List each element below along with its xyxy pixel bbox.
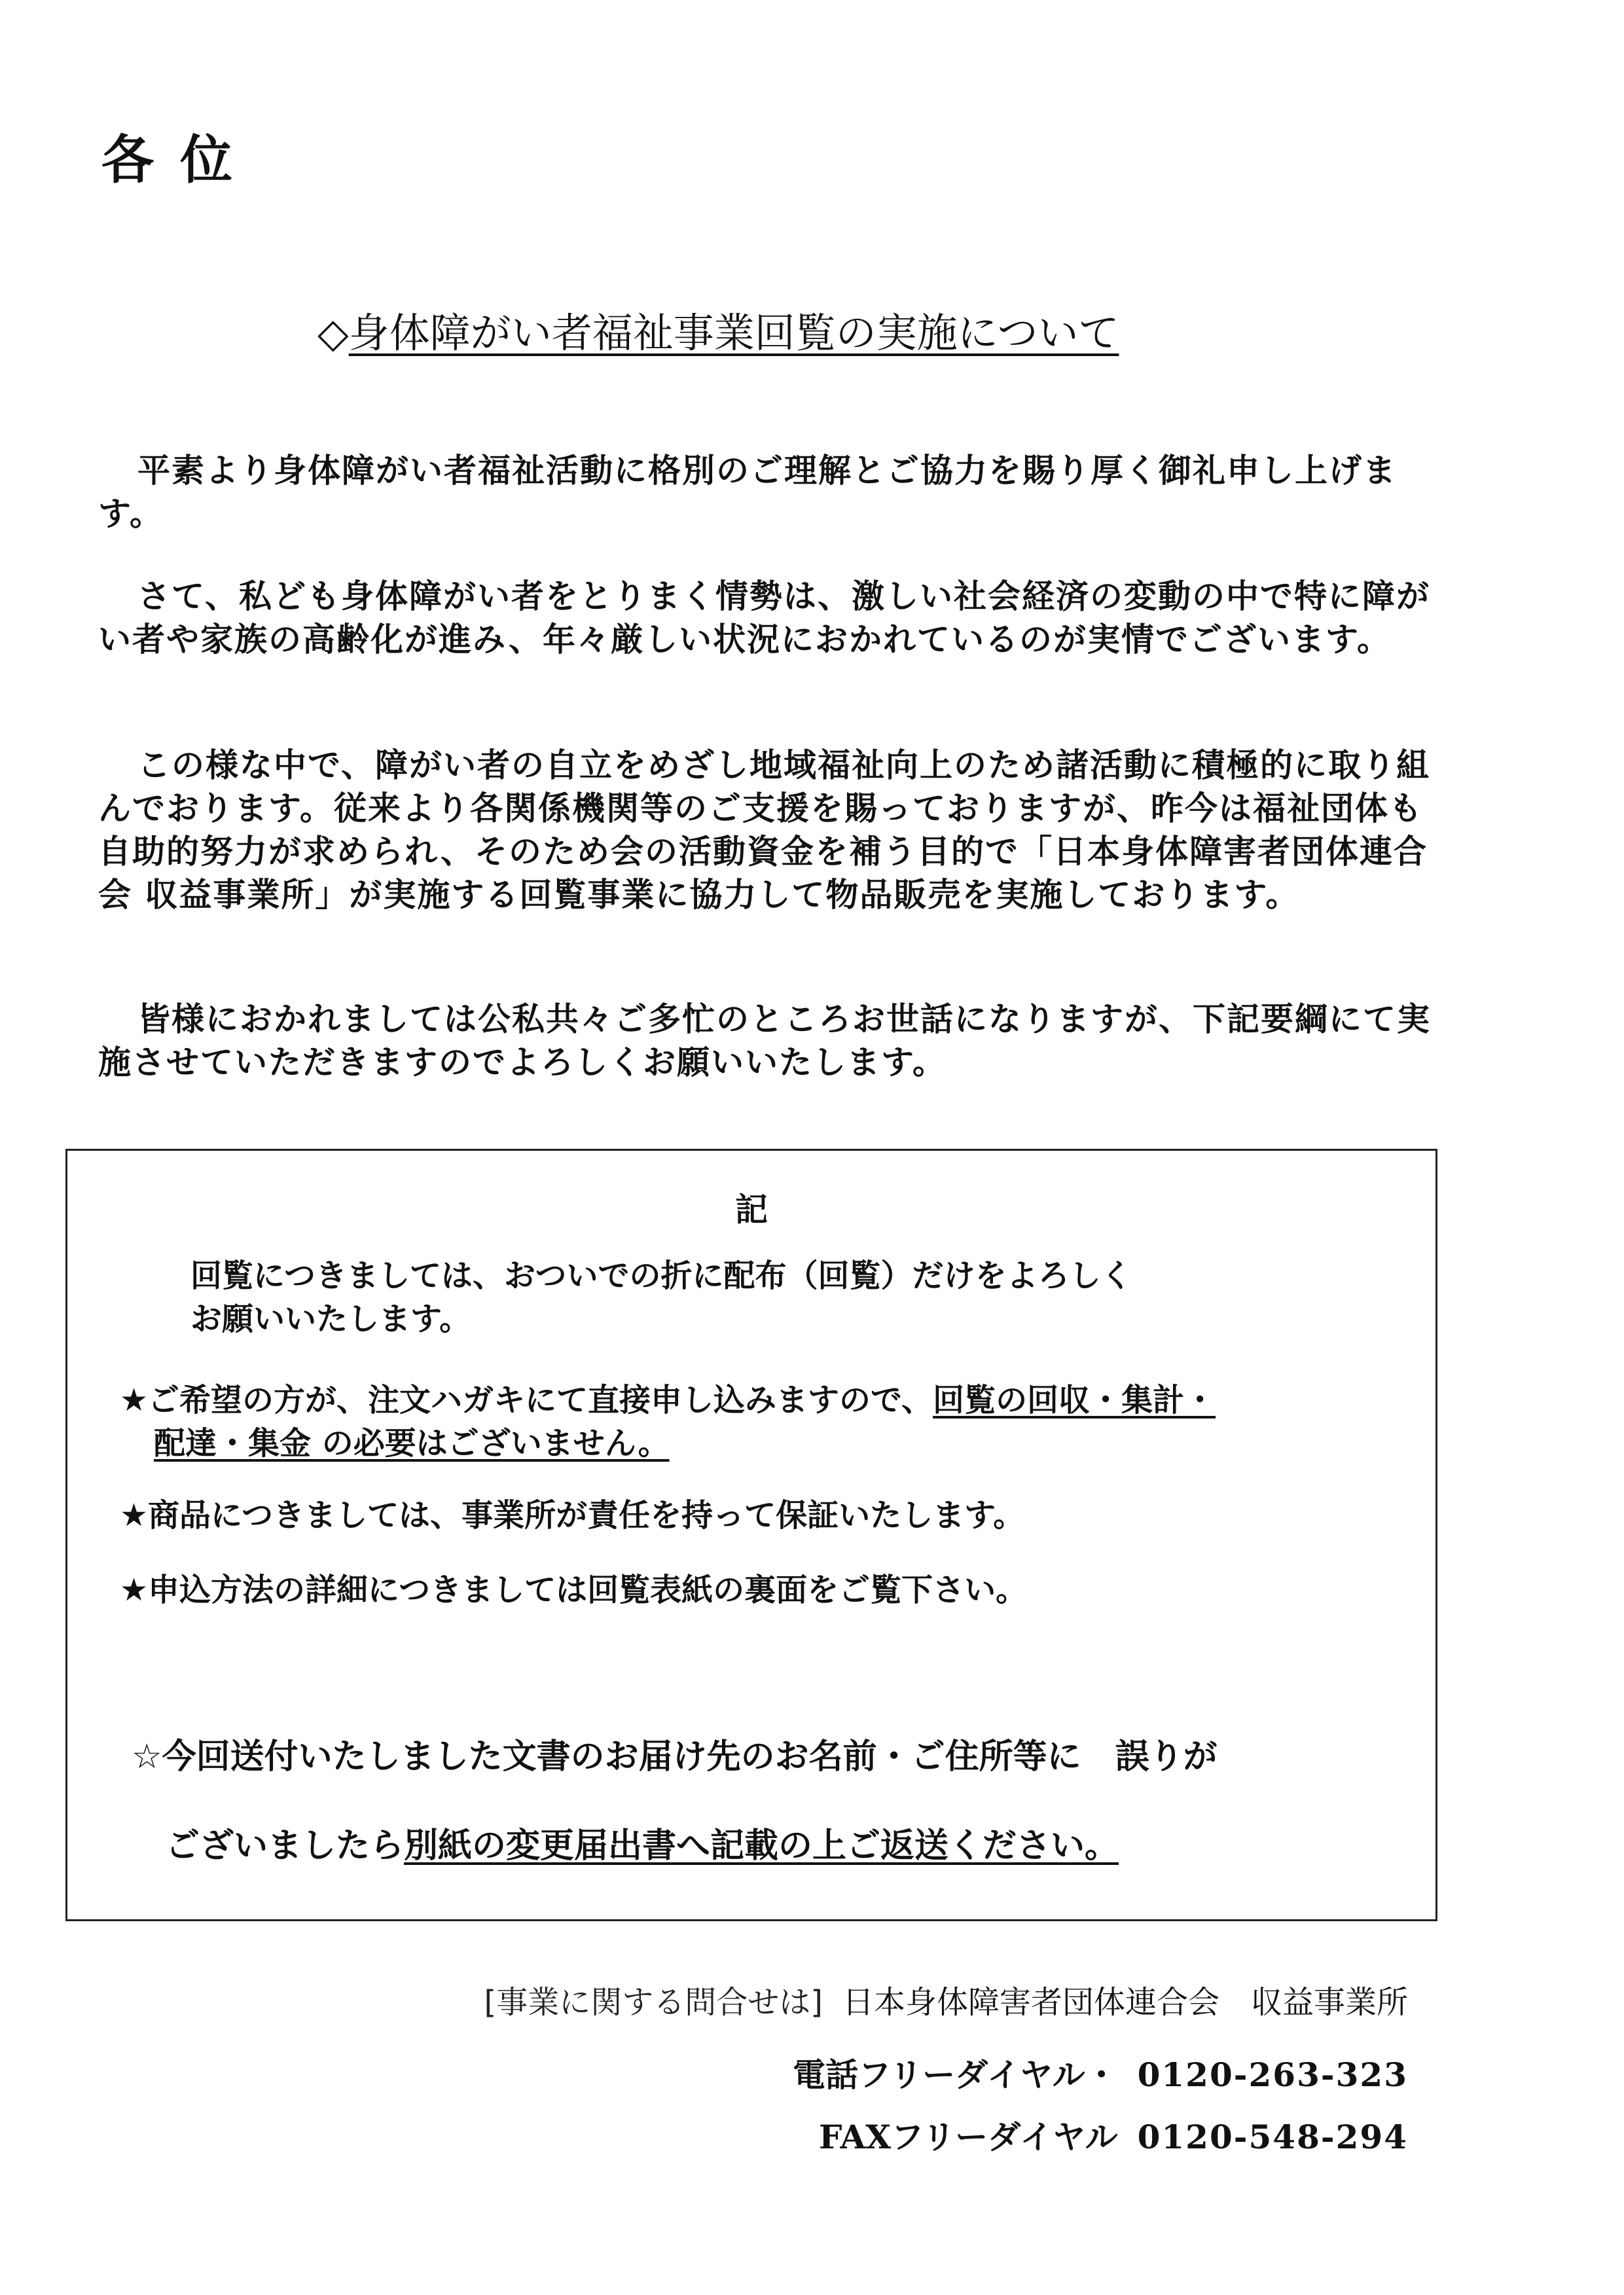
notice-final-underlined: 別紙の変更届出書へ記載の上ご返送ください。 bbox=[404, 1826, 1119, 1866]
salutation: 各位 bbox=[101, 130, 259, 190]
contact-label: [事業に関する問合せは] bbox=[484, 1984, 823, 2021]
notice-item-application: ★申込方法の詳細につきましては回覧表紙の裏面をご覧下さい。 bbox=[120, 1572, 1028, 1608]
notice-address-correction bbox=[132, 1712, 1218, 1890]
notice-intro bbox=[190, 1254, 1132, 1341]
notice-intro-line1: 回覧につきましては、おついでの折に配布（回覧）だけをよろしく bbox=[190, 1257, 1132, 1294]
notice-intro-line2: お願いいたします。 bbox=[190, 1301, 471, 1337]
paragraph-request bbox=[98, 998, 1440, 1084]
title-text: 身体障がい者福祉事業回覧の実施について bbox=[348, 309, 1119, 357]
phone-number: 0120-263-323 bbox=[1137, 2055, 1408, 2094]
title-diamond-icon: ◇ bbox=[317, 309, 349, 357]
notice-item1-underlined-cont: 配達・集金 の必要はございません。 bbox=[154, 1425, 670, 1462]
document-title bbox=[317, 309, 1119, 357]
notice-final-line1: ☆今回送付いたしました文書のお届け先のお名前・ご住所等に 誤りが bbox=[132, 1737, 1218, 1777]
notice-item-guarantee: ★商品につきましては、事業所が責任を持って保証いたします。 bbox=[120, 1497, 1025, 1534]
paragraph-text: この様な中で、障がい者の自立をめざし地域福祉向上のため諸活動に積極的に取り組んでおります。従来より各関係機関等のご支援を賜っておりますが、昨今は福祉団体も自助的努力が求められ、そのため会の活動資金を補う目的で「日本身体障害者団体連合会 収益事業所」が実施する回覧事業に協力して物品販売を実施しております。 bbox=[98, 746, 1430, 914]
contact-phone bbox=[793, 2049, 1408, 2096]
notice-box bbox=[65, 1149, 1437, 1921]
notice-item1-text: ★ご希望の方が、注文ハガキにて直接申し込みますので、 bbox=[120, 1382, 933, 1419]
paragraph-text: 平素より身体障がい者福祉活動に格別のご理解とご協力を賜り厚く御礼申し上げます。 bbox=[98, 451, 1397, 533]
fax-label: FAXフリーダイヤル bbox=[818, 2118, 1118, 2156]
notice-item-ordering bbox=[120, 1379, 1216, 1465]
fax-number: 0120-548-294 bbox=[1137, 2118, 1408, 2156]
paragraph-text: さて、私ども身体障がい者をとりまく情勢は、激しい社会経済の変動の中で特に障がい者や家族の高齢化が進み、年々厳しい状況におかれているのが実情でございます。 bbox=[98, 577, 1430, 659]
notice-heading: 記 bbox=[735, 1191, 768, 1229]
notice-item1-underlined: 回覧の回収・集計・ bbox=[933, 1382, 1216, 1419]
paragraph-greeting bbox=[98, 449, 1440, 535]
notice-final-text: ございましたら bbox=[166, 1826, 405, 1866]
contact-organization bbox=[484, 1977, 1408, 2022]
paragraph-text: 皆様におかれましては公私共々ご多忙のところお世話になりますが、下記要綱にて実施させていただきますのでよろしくお願いいたします。 bbox=[98, 1000, 1431, 1081]
phone-label: 電話フリーダイヤル・ bbox=[793, 2055, 1118, 2094]
paragraph-activities bbox=[98, 744, 1440, 916]
paragraph-situation bbox=[98, 575, 1440, 661]
contact-fax bbox=[819, 2111, 1408, 2158]
contact-org: 日本身体障害者団体連合会 収益事業所 bbox=[842, 1984, 1408, 2021]
